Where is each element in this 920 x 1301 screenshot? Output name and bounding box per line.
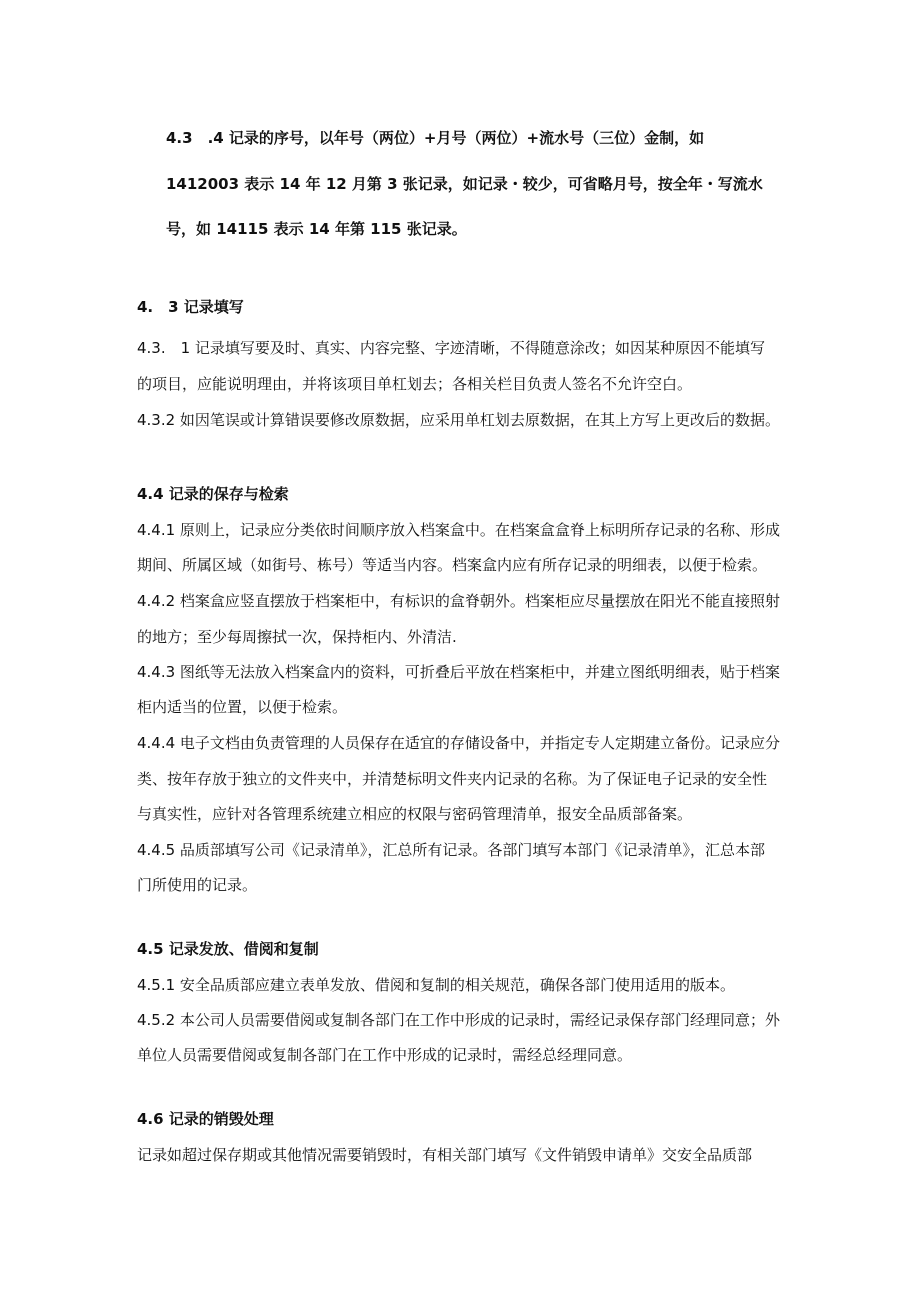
paragraph-4-4-1-line-1: 4.4.1 原则上，记录应分类依时间顺序放入档案盒中。在档案盒盒脊上标明所存记录的名称、形成 — [137, 521, 780, 539]
section-4-4-heading: 4.4 记录的保存与检索 — [137, 485, 289, 503]
section-4-3-heading: 4. 3 记录填写 — [137, 298, 244, 316]
numbering-rule-line-2: 1412003 表示 14 年 12 月第 3 张记录，如记录・较少，可省略月号，按全年・写流水 — [166, 175, 763, 193]
paragraph-4-4-2-line-2: 的地方；至少每周擦拭一次，保持柜内、外清洁. — [137, 628, 457, 646]
paragraph-4-3-2-line-1: 4.3.2 如因笔误或计算错误要修改原数据，应采用单杠划去原数据，在其上方写上更改后的数据。 — [137, 411, 780, 429]
paragraph-4-3-1-line-1: 4.3. 1 记录填写要及时、真实、内容完整、字迹清晰，不得随意涂改；如因某种原因不能填写 — [137, 339, 765, 357]
paragraph-4-5-2-line-2: 单位人员需要借阅或复制各部门在工作中形成的记录时，需经总经理同意。 — [137, 1046, 633, 1064]
paragraph-4-4-4-line-2: 类、按年存放于独立的文件夹中，并清楚标明文件夹内记录的名称。为了保证电子记录的安全性 — [137, 770, 768, 788]
paragraph-4-4-2-line-1: 4.4.2 档案盒应竖直摆放于档案柜中，有标识的盒脊朝外。档案柜应尽量摆放在阳光不能直接照射 — [137, 592, 780, 610]
section-4-6-heading: 4.6 记录的销毁处理 — [137, 1110, 274, 1128]
numbering-rule-line-1: 4.3 .4 记录的序号，以年号（两位）+月号（两位）+流水号（三位）金制，如 — [166, 129, 705, 147]
section-4-5-heading: 4.5 记录发放、借阅和复制 — [137, 940, 319, 958]
paragraph-4-4-3-line-1: 4.4.3 图纸等无法放入档案盒内的资料，可折叠后平放在档案柜中，并建立图纸明细表，贴于档案 — [137, 663, 780, 681]
paragraph-4-4-4-line-1: 4.4.4 电子文档由负责管理的人员保存在适宜的存储设备中，并指定专人定期建立备份。记录应分 — [137, 734, 780, 752]
paragraph-4-4-5-line-2: 门所使用的记录。 — [137, 876, 258, 894]
paragraph-4-5-1-line-1: 4.5.1 安全品质部应建立表单发放、借阅和复制的相关规范，确保各部门使用适用的版本。 — [137, 976, 735, 994]
paragraph-4-4-4-line-3: 与真实性，应针对各管理系统建立相应的权限与密码管理清单，报安全品质部备案。 — [137, 805, 693, 823]
paragraph-4-4-5-line-1: 4.4.5 品质部填写公司《记录清单》，汇总所有记录。各部门填写本部门《记录清单》，汇总本部 — [137, 841, 765, 859]
paragraph-4-4-1-line-2: 期间、所属区域（如街号、栋号）等适当内容。档案盒内应有所存记录的明细表，以便于检索。 — [137, 556, 768, 574]
paragraph-4-5-2-line-1: 4.5.2 本公司人员需要借阅或复制各部门在工作中形成的记录时，需经记录保存部门经理同意；外 — [137, 1011, 780, 1029]
numbering-rule-line-3: 号，如 14115 表示 14 年第 115 张记录。 — [166, 220, 467, 238]
paragraph-4-6-line-1: 记录如超过保存期或其他情况需要销毁时，有相关部门填写《文件销毁申请单》交安全品质部 — [137, 1146, 753, 1164]
paragraph-4-4-3-line-2: 柜内适当的位置，以便于检索。 — [137, 698, 348, 716]
paragraph-4-3-1-line-2: 的项目，应能说明理由，并将该项目单杠划去；各相关栏目负责人签名不允许空白。 — [137, 375, 693, 393]
